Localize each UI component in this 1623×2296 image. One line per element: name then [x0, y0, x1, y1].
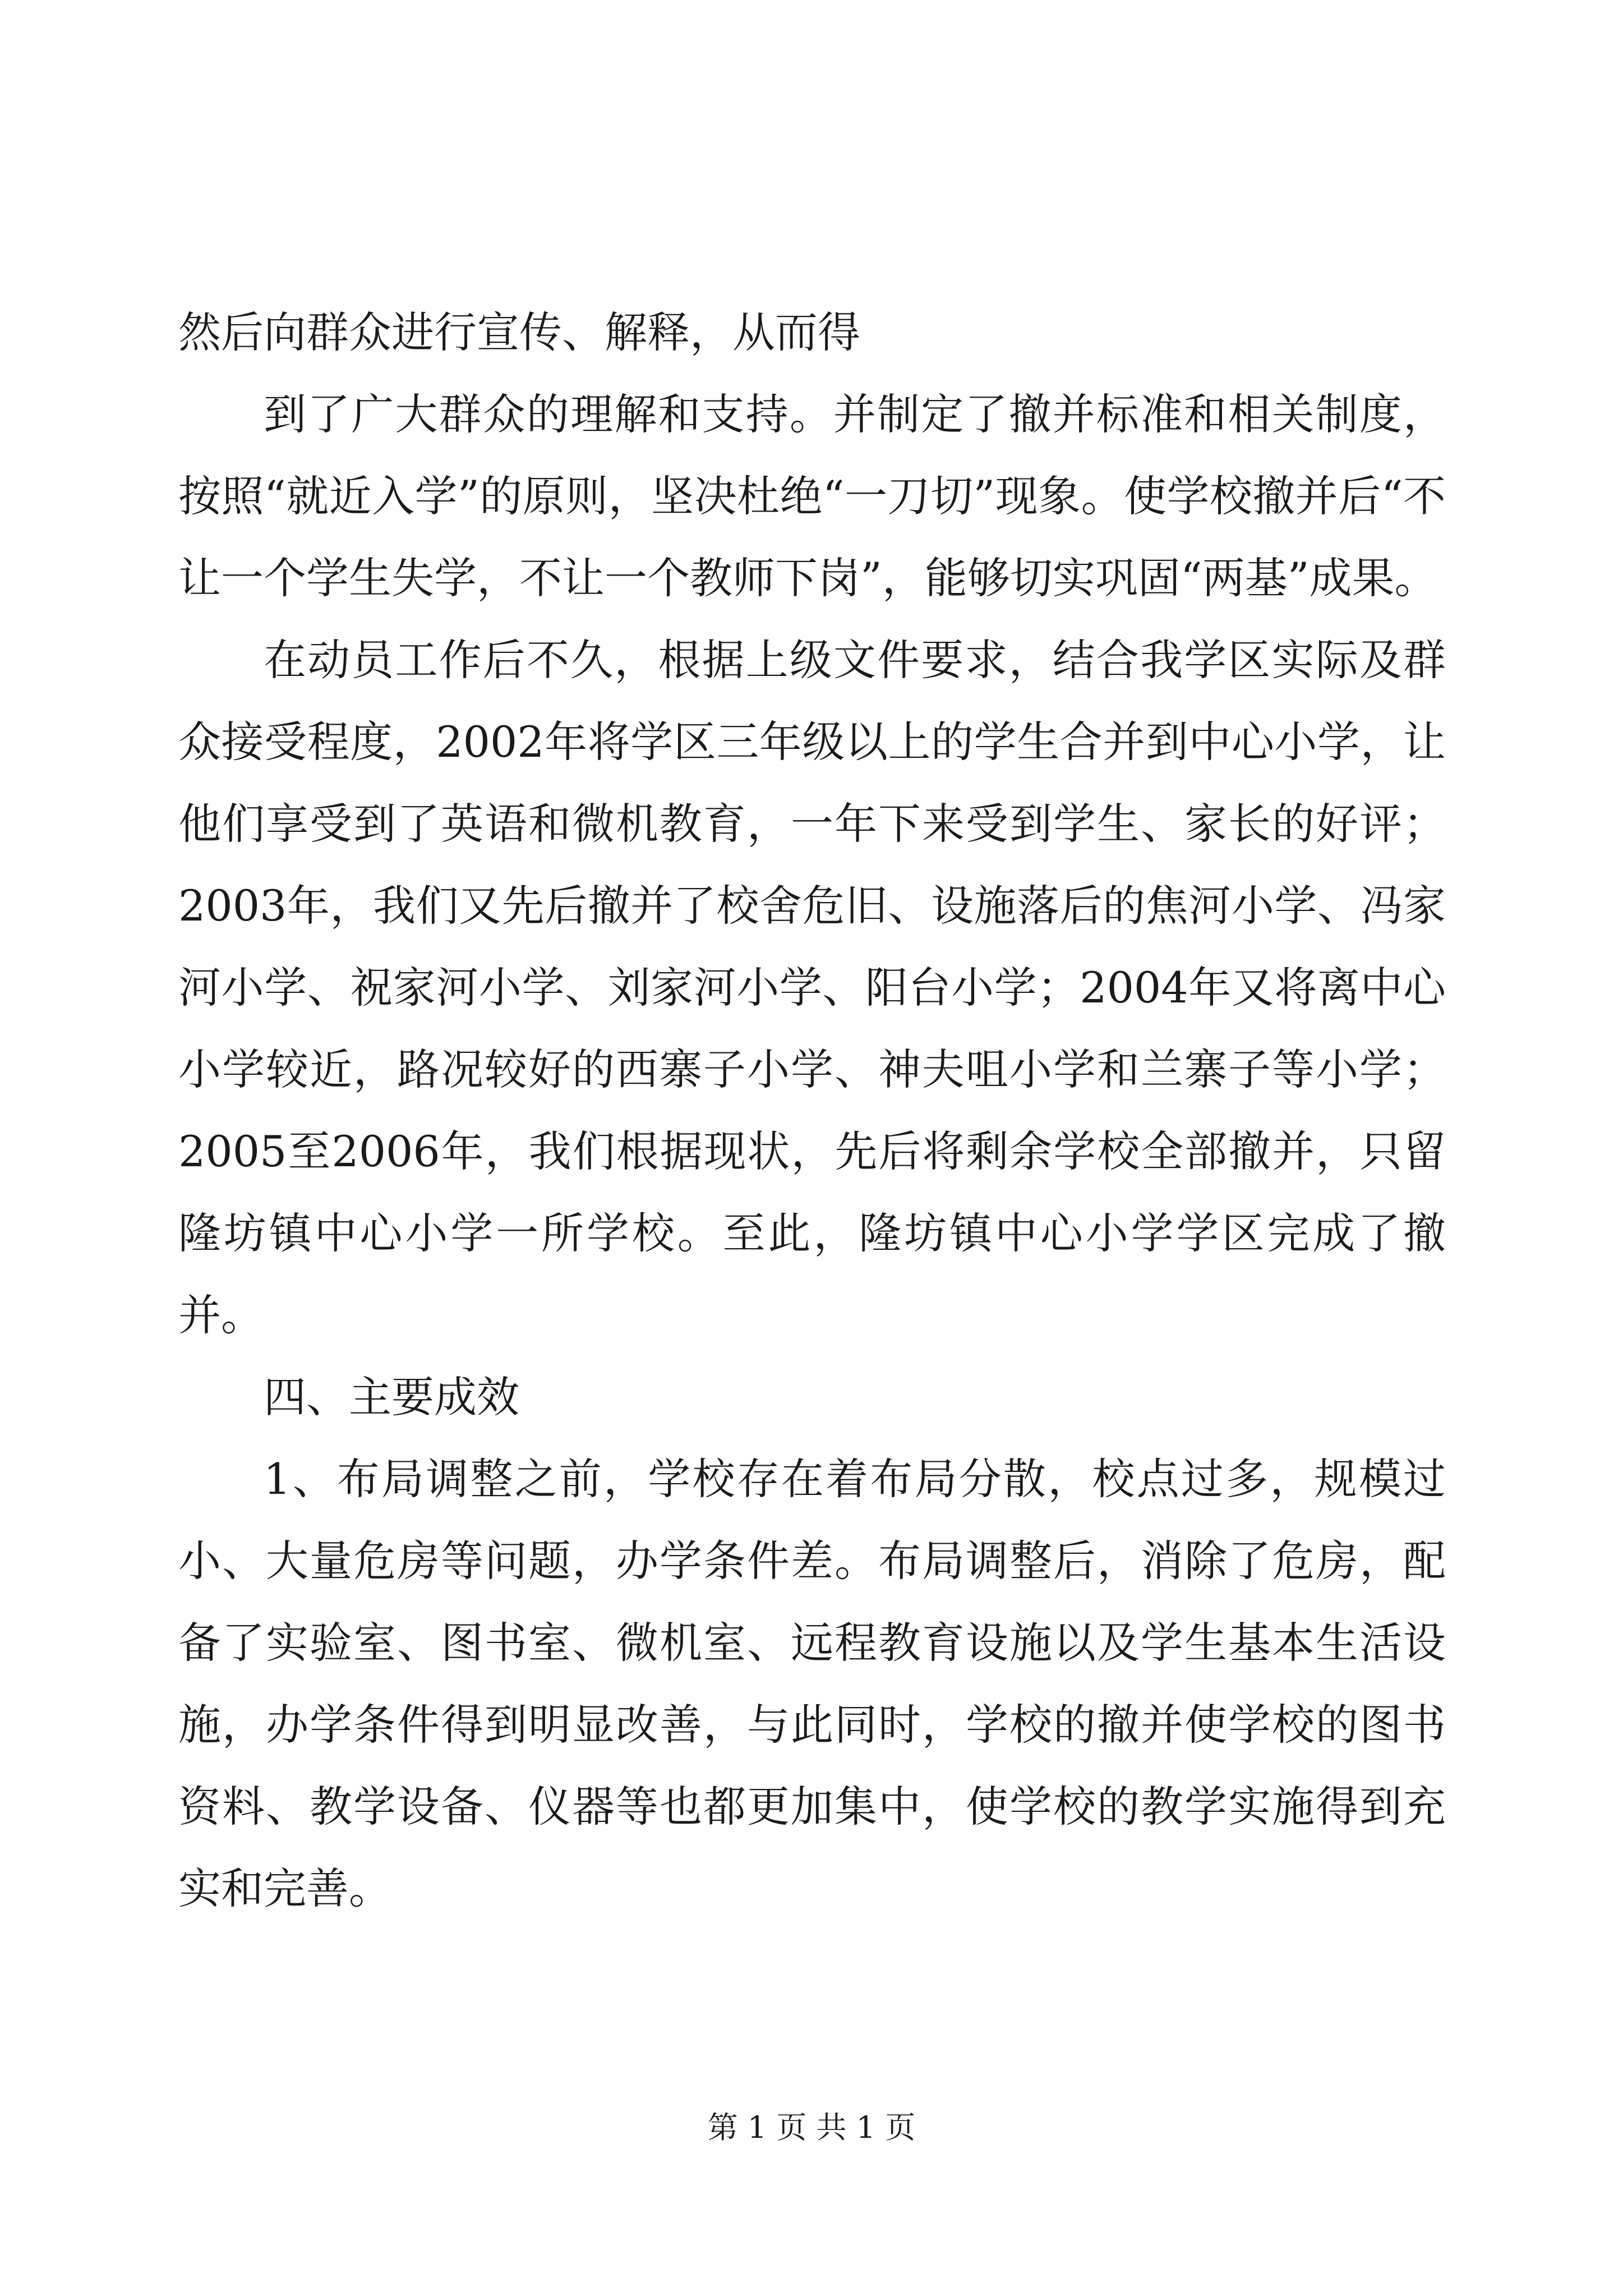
page-footer: [0, 2108, 1623, 2147]
page-number-label: 第 1 页 共 1 页: [707, 2110, 916, 2145]
document-body: [178, 292, 1446, 1930]
paragraph-3: 在动员工作后不久，根据上级文件要求，结合我学区实际及群众接受程度，2002年将学区三年级以上的学生合并到中心小学，让他们享受到了英语和微机教育，一年下来受到学生、家长的好评；2003年，我们又先后撤并了校舍危旧、设施落后的焦河小学、冯家河小学、祝家河小学、刘家河小学、阳台小学；2004年又将离中心小学较近，路况较好的西寨子小学、神夫咀小学和兰寨子等小学；2005至2006年，我们根据现状，先后将剩余学校全部撤并，只留隆坊镇中心小学一所学校。至此，隆坊镇中心小学学区完成了撤并。: [178, 635, 1446, 1340]
section-heading-main-results: 四、主要成效: [264, 1372, 519, 1422]
paragraph-2: 到了广大群众的理解和支持。并制定了撤并标准和相关制度，按照“就近入学”的原则，坚决杜绝“一刀切”现象。使学校撤并后“不让一个学生失学，不让一个教师下岗”，能够切实巩固“两基”成果。: [178, 389, 1446, 603]
paragraph-1: 然后向群众进行宣传、解释，从而得: [178, 307, 860, 357]
paragraph-5: 1、布局调整之前，学校存在着布局分散，校点过多，规模过小、大量危房等问题，办学条件差。布局调整后，消除了危房，配备了实验室、图书室、微机室、远程教育设施以及学生基本生活设施，办学条件得到明显改善，与此同时，学校的撤并使学校的图书资料、教学设备、仪器等也都更加集中，使学校的教学实施得到充实和完善。: [178, 1454, 1446, 1913]
